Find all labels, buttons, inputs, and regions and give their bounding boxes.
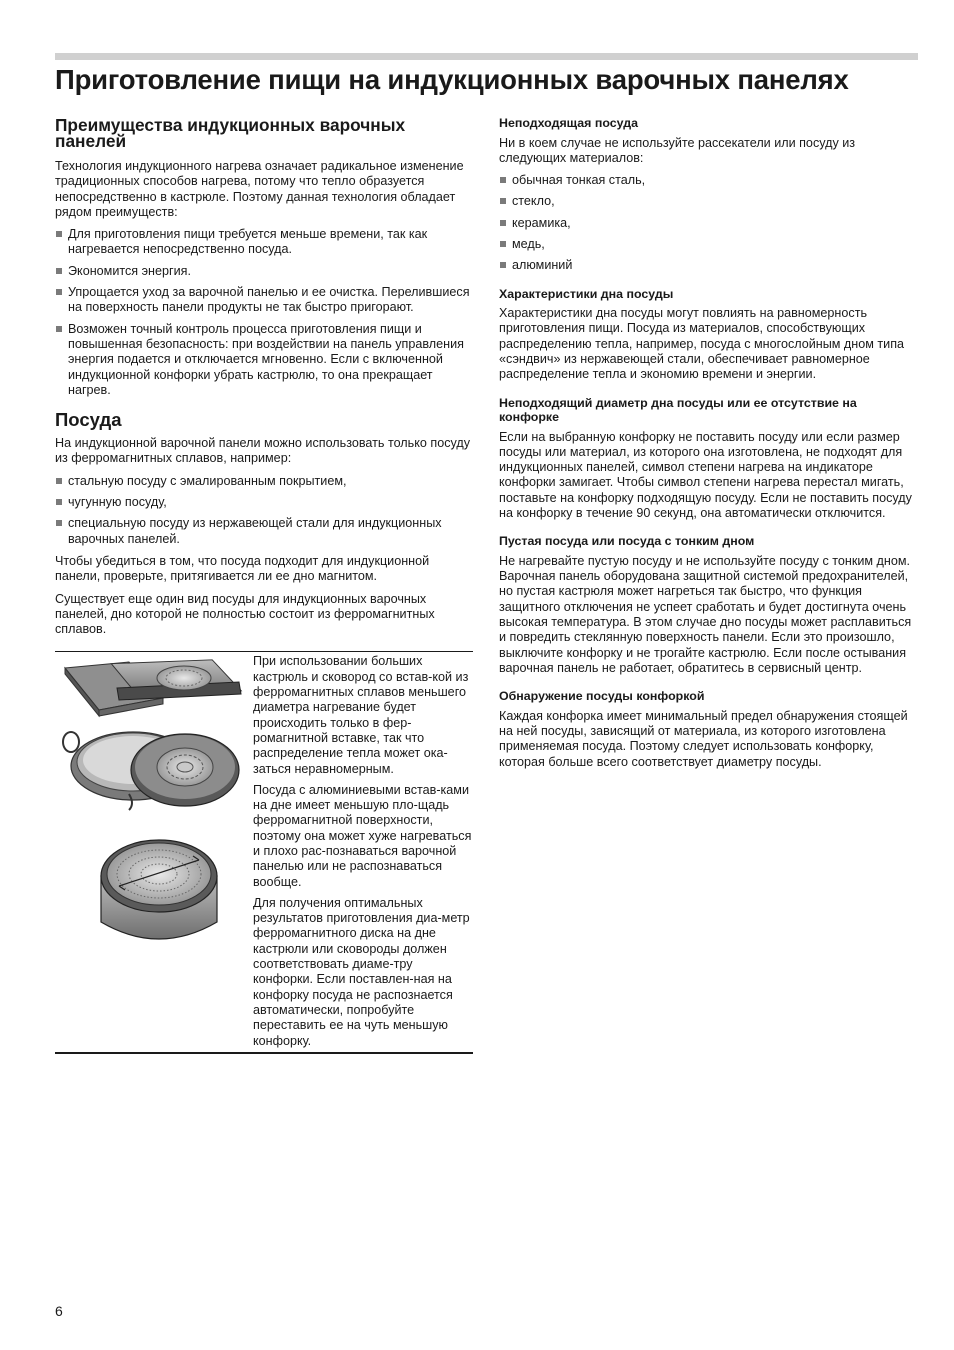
- page-title: Приготовление пищи на индукционных варочных панелях: [55, 64, 849, 95]
- pot-bottom-icon: [101, 840, 217, 939]
- list-item: Экономится энергия.: [55, 264, 473, 279]
- list-item: медь,: [499, 237, 918, 252]
- cookware-intro: На индукционной варочной панели можно использовать только посуду из ферромагнитных сплавов, например:: [55, 436, 471, 466]
- list-item: обычная тонкая сталь,: [499, 173, 918, 188]
- detection-text: Каждая конфорка имеет минимальный предел обнаружения стоящей на ней посуды, зависящий от материала, из которого изготовлена применяемая посуда. Поэтому следует использовать конфорку, которая больше всего соответствует диаметру посуды.: [499, 708, 908, 769]
- detection-heading: Обнаружение посуды конфоркой: [499, 689, 705, 704]
- cookware-other-paragraph: Существует еще один вид посуды для индукционных варочных панелей, дно которой не полностью состоит из ферромагнитных сплавов.: [55, 591, 435, 637]
- info-paragraph-optimal-results: Для получения оптимальных результатов приготовления диа-метр ферромагнитного диска на дне кастрюли или сковороды должен соответствовать диаме-тру конфорки. Если поставлен-ная на конфорку посуда не распознается автоматически, попробуйте переставить ее на чуть меньшую конфорку.: [253, 895, 470, 1048]
- right-column: [499, 116, 918, 777]
- empty-cookware-text: Не нагревайте пустую посуду и не используйте посуду с тонким дном. Варочная панель оборудована защитной системой предохранителей, но пустая кастрюля может нагреться так быстро, что функция защитного отключения не успеет сработать и будет достигнута очень высокая температура. В этом случае дно посуды может расплавиться и повредить стеклянную поверхность панели. Если это произошло, выключите конфорку и не трогайте кастрюлю. Если после остывания варочная панель не работает, обратитесь в сервисный центр.: [499, 553, 912, 675]
- bottom-props-heading: Характеристики дна посуды: [499, 286, 674, 301]
- list-item: чугунную посуду,: [55, 495, 473, 510]
- advantages-intro: Технология индукционного нагрева означает радикальное изменение традиционных способов нагрева, потому что тепло образуется непосредственно в кастрюле. Поэтому данная технология обладает рядом преимуществ:: [55, 159, 464, 219]
- unsuitable-section: [499, 116, 918, 274]
- advantages-list: [55, 227, 473, 398]
- cookware-illustration: [59, 654, 245, 1046]
- empty-cookware-section: [499, 534, 918, 676]
- list-item: специальную посуду из нержавеющей стали для индукционных варочных панелей.: [55, 516, 473, 547]
- wrong-diameter-text: Если на выбранную конфорку не поставить посуду или если размер посуды или материал, из которого она изготовлена, не подходят для индукционных панелей, символ степени нагрева на индикаторе конфорки замигает. Чтобы символ степени нагрева перестал мигать, поставьте на конфорку подходящую посуду. Если не поставить посуду на конфорку в течение 90 секунд, она автоматически отключится.: [499, 429, 912, 521]
- detection-section: [499, 689, 918, 770]
- wrong-diameter-section: [499, 396, 918, 522]
- info-box: [55, 651, 473, 1054]
- unsuitable-heading: Неподходящая посуда: [499, 116, 638, 130]
- frying-pan-icon: [63, 732, 239, 810]
- cookware-list: [55, 474, 473, 547]
- bottom-props-section: [499, 287, 918, 383]
- list-item: стальную посуду с эмалированным покрытием,: [55, 474, 473, 489]
- list-item: Возможен точный контроль процесса приготовления пищи и повышенная безопасность: при воздействии на панель управления энергия подается и отключается мгновенно. Если с включенной индукционной конфорки убрать кастрюлю, то она прекращает нагрев.: [55, 322, 473, 398]
- left-column: [55, 117, 473, 1054]
- list-item: стекло,: [499, 194, 918, 209]
- empty-cookware-heading: Пустая посуда или посуда с тонким дном: [499, 534, 755, 549]
- page-number: 6: [55, 1303, 63, 1319]
- list-item: алюминий: [499, 258, 918, 273]
- list-item: Для приготовления пищи требуется меньше времени, так как нагревается непосредственно посуда.: [55, 227, 473, 258]
- bottom-props-text: Характеристики дна посуды могут повлиять на равномерность приготовления пищи. Посуда из материалов, способствующих распределению тепла, например, посуда с многослойным дном типа «сэндвич» из нержавеющей стали, обеспечивает равномерное распределение тепла и экономию времени и энергии.: [499, 306, 905, 382]
- cookware-section: [55, 409, 473, 637]
- advantages-heading: Преимущества индукционных варочных панелей: [55, 115, 406, 151]
- list-item: Упрощается уход за варочной панелью и ее очистка. Перелившиеся на поверхность панели продукты не так быстро пригорают.: [55, 285, 473, 316]
- info-paragraph-large-pans: При использовании больших кастрюль и сковород со встав-кой из ферромагнитных сплавов меньшего диаметра нагревание будет происходить только в фер-ромагнитной вставке, так что распределение тепла может ока-заться неравномерным.: [253, 654, 469, 776]
- advantages-section: [55, 117, 473, 398]
- unsuitable-list: [499, 173, 918, 273]
- cookware-magnet-paragraph: Чтобы убедиться в том, что посуда подходит для индукционной панели, проверьте, притягивается ли ее дно магнитом.: [55, 553, 430, 584]
- wrong-diameter-heading: Неподходящий диаметр дна посуды или ее отсутствие на конфорке: [499, 395, 857, 425]
- grill-pan-icon: [65, 660, 241, 716]
- unsuitable-intro: Ни в коем случае не используйте рассекатели или посуду из следующих материалов:: [499, 135, 856, 165]
- cookware-heading: Посуда: [55, 409, 122, 431]
- info-paragraph-aluminium-inserts: Посуда с алюминиевыми встав-ками на дне имеет меньшую пло-щадь ферромагнитной поверхности, поэтому она может хуже нагреваться и плохо рас-познаваться варочной панелью или не распознаваться вообще.: [253, 782, 472, 889]
- header-rule: [55, 53, 918, 60]
- list-item: керамика,: [499, 216, 918, 231]
- info-box-text: [253, 654, 473, 1054]
